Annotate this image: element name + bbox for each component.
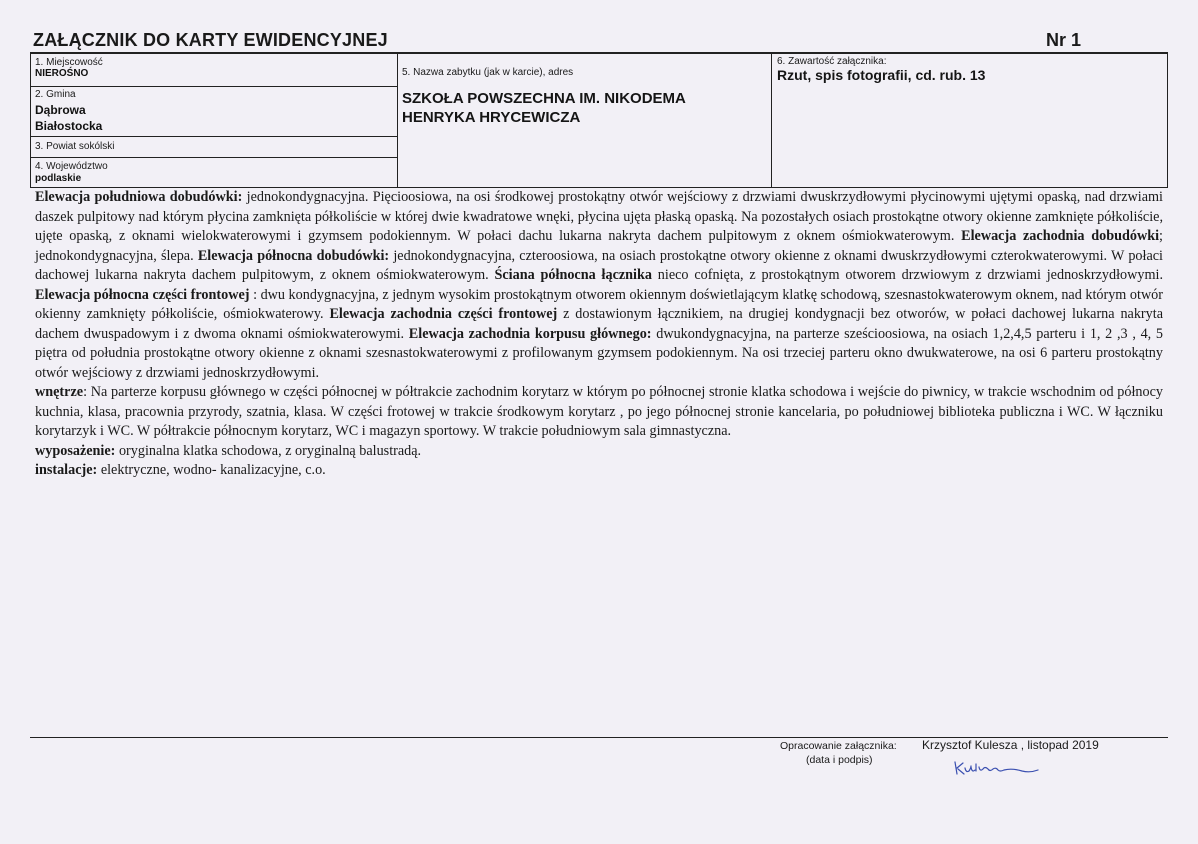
- field-2-label: 2. Gmina: [35, 89, 76, 100]
- left-border: [30, 52, 31, 188]
- field-2-value-line1: Dąbrowa: [35, 103, 86, 117]
- right-border: [1167, 52, 1168, 188]
- field-1-value: NIEROŚNO: [35, 68, 89, 79]
- field-5-value-line2: HENRYKA HRYCEWICZA: [402, 109, 581, 126]
- text-installations: elektryczne, wodno- kanalizacyjne, c.o.: [97, 462, 326, 478]
- heading-north-front: Elewacja północna części frontowej: [35, 286, 250, 303]
- heading-installations: instalacje:: [35, 462, 98, 478]
- field-6-label: 6. Zawartość załącznika:: [777, 56, 887, 67]
- text-north-front: : dwu kondygnacyjna, z jednym wysokim prostokątnym otworem okiennym doświetlającym klatkę schodową, szesnastokwaterowym oknem, nad którym otwór okienny zamknięty półkoliście, ośmiokwaterowy.: [35, 286, 1164, 322]
- text-interior: : Na parterze korpusu głównego w części północnej w półtrakcie zachodnim korytarz w którym po północnej stronie klatka schodowa i wejście do piwnicy, w trakcie wschodnim od północy kuchnia, klasa, pracownia przyrody, szatnia, klasa. W części frotowej w trakcie środkowym korytarz , po jego północnej stronie kancelaria, po południowej biblioteka publiczna i WC. W łączniku korytarzyk i WC. W półtrakcie północnym korytarz, WC i magazyn sportowy. W trakcie południowym sala gimnastyczna.: [35, 384, 1163, 439]
- text-south-annex: jednokondygnacyjna. Pięcioosiowa, na osi środkowej prostokątny otwór wejściowy z drzwiami dwuskrzydłowymi płycinowymi ujętymi opaską, nad drzwiami daszek pulpitowy nad którym płycina zamknięta półkoliście w której dwie kwadratowe wnęki, płycina ujęta płaską opaską. Na pozostałych osiach prostokątne otwory okienne zamknięte półkoliście, ujęte opaską, z oknami wielokwaterowymi i gzymsem podokiennym. W połaci dachu lukarna nakryta dachem pulpitowym z oknem ośmiokwaterowym.: [35, 189, 1163, 244]
- heading-west-main: Elewacja zachodnia korpusu głównego:: [408, 325, 652, 342]
- prepared-by-label: Opracowanie załącznika:: [780, 740, 897, 752]
- text-equipment: oryginalna klatka schodowa, z oryginalną balustradą.: [115, 442, 422, 459]
- field-4-value: podlaskie: [35, 173, 82, 184]
- header-rule: [30, 52, 1168, 54]
- interior-paragraph: [35, 383, 1163, 442]
- text-west-main: dwukondygnacyjna, na parterze sześcioosiowa, na osiach 1,2,4,5 parteru i 1, 2 ,3 , 4, 5 piętra od południa prostokątne otwory okienne z oknami szesnastokwaterowymi z profilowanym gzymsem podokiennym. Na osi trzeciej parteru okno dwukwaterowe, na osi 6 parteru prostokątny otwór wejściowy z drzwiami jednoskrzydłowymi.: [35, 325, 1164, 381]
- author-and-date: Krzysztof Kulesza , listopad 2019: [922, 738, 1099, 752]
- field-2-value-line2: Białostocka: [35, 119, 103, 133]
- field-5-value: [402, 89, 762, 127]
- handwritten-signature: [952, 758, 1042, 780]
- heading-interior: wnętrze: [35, 384, 84, 400]
- field-6-value: Rzut, spis fotografii, cd. rub. 13: [777, 67, 986, 83]
- description-body: [35, 188, 1163, 481]
- row-divider-3: [30, 157, 397, 158]
- elevations-paragraph: [35, 188, 1163, 383]
- installations-paragraph: [35, 461, 1163, 481]
- text-west-front: z dostawionym łącznikiem, na drugiej kondygnacji bez otworów, w połaci dachowej lukarna nakryta dachem dwuspadowym i z dwoma oknami ośmiokwaterowymi.: [35, 306, 1163, 342]
- col-divider-1: [397, 52, 398, 188]
- field-4-label: 4. Województwo: [35, 161, 108, 172]
- heading-south-annex: Elewacja południowa dobudówki:: [35, 189, 243, 205]
- field-5-label: 5. Nazwa zabytku (jak w karcie), adres: [402, 67, 574, 78]
- text-north-connector: nieco cofnięta, z prostokątnym otworem drzwiowym z drzwiami jednoskrzydłowymi.: [651, 267, 1163, 283]
- col-divider-2: [771, 52, 772, 188]
- document-number: Nr 1: [1046, 30, 1082, 50]
- field-1-label: 1. Miejscowość: [35, 57, 103, 68]
- field-3-label: 3. Powiat sokólski: [35, 141, 115, 152]
- field-5-value-line1: SZKOŁA POWSZECHNA IM. NIKODEMA: [402, 90, 686, 107]
- date-signature-label: (data i podpis): [806, 754, 873, 766]
- equipment-paragraph: [35, 442, 1163, 462]
- text-north-annex: jednokondygnacyjna, czteroosiowa, na osiach prostokątne otwory okienne z oknami dwuskrzydłowymi czterokwaterowymi. W połaci dachowej lukarna nakryta dachem pulpitowym, z oknem ośmiokwaterowym.: [35, 247, 1163, 283]
- heading-north-connector: Ściana północna łącznika: [494, 267, 652, 283]
- row-divider-2: [30, 136, 397, 137]
- row-divider-1: [30, 86, 397, 87]
- heading-west-front: Elewacja zachodnia części frontowej: [329, 306, 558, 322]
- text-west-annex: ; jednokondygnacyjna, ślepa.: [35, 228, 1163, 264]
- heading-equipment: wyposażenie:: [35, 442, 116, 459]
- document-title: ZAŁĄCZNIK DO KARTY EWIDENCYJNEJ: [33, 30, 388, 50]
- heading-north-annex: Elewacja północna dobudówki:: [197, 247, 390, 264]
- heading-west-annex: Elewacja zachodnia dobudówki: [961, 228, 1160, 244]
